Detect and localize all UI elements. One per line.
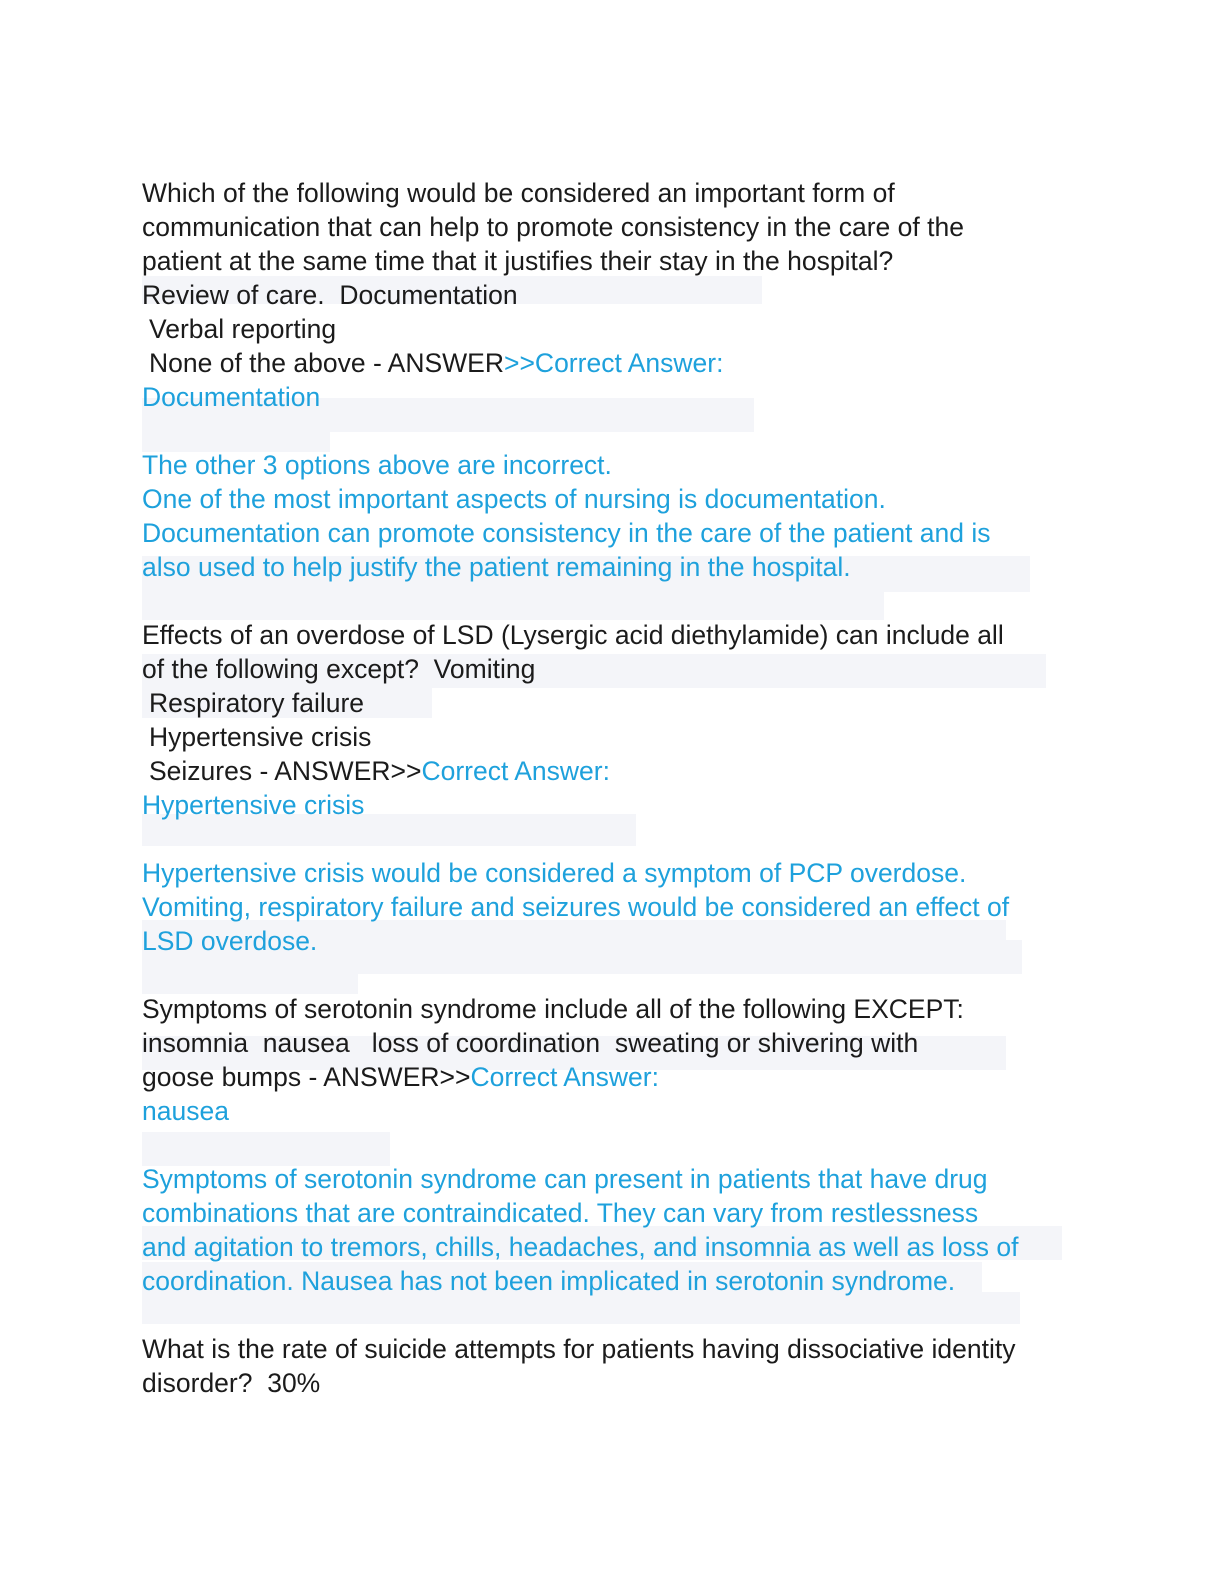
- answer-line: [142, 1060, 1082, 1094]
- answer-line: [142, 346, 1082, 380]
- question-stem-line: What is the rate of suicide attempts for patients having dissociative identity: [142, 1334, 1016, 1364]
- explanation-line: Symptoms of serotonin syndrome can present in patients that have drug: [142, 1164, 988, 1194]
- question-stem-line: Effects of an overdose of LSD (Lysergic acid diethylamide) can include all: [142, 620, 1004, 650]
- explanation-line: LSD overdose.: [142, 926, 318, 956]
- option-line: Review of care. Documentation: [142, 280, 518, 310]
- option-line: Hypertensive crisis: [149, 722, 372, 752]
- explanation-line: Vomiting, respiratory failure and seizures would be considered an effect of: [142, 892, 1010, 922]
- spacer: [142, 1298, 1082, 1332]
- explanation-line: Documentation can promote consistency in the care of the patient and is: [142, 518, 991, 548]
- explanation-line: The other 3 options above are incorrect.: [142, 450, 612, 480]
- question-3: [142, 992, 1082, 1332]
- explanation-line: Hypertensive crisis would be considered a symptom of PCP overdose.: [142, 858, 967, 888]
- explanation-line: and agitation to tremors, chills, headaches, and insomnia as well as loss of: [142, 1232, 1019, 1262]
- option-text: None of the above - ANSWER: [149, 348, 504, 378]
- question-stem-line: Which of the following would be considered an important form of: [142, 178, 895, 208]
- spacer: [142, 584, 1082, 618]
- option-text: Seizures - ANSWER>>: [149, 756, 422, 786]
- question-stem-line: Symptoms of serotonin syndrome include all of the following EXCEPT:: [142, 994, 964, 1024]
- option-line: Respiratory failure: [149, 688, 365, 718]
- correct-answer-marker: Correct Answer:: [470, 1062, 659, 1092]
- explanation-line: also used to help justify the patient remaining in the hospital.: [142, 552, 851, 582]
- spacer: [142, 822, 1082, 856]
- correct-answer: Documentation: [142, 382, 321, 412]
- spacer: [142, 414, 1082, 448]
- spacer: [142, 958, 1082, 992]
- question-stem-line: of the following except? Vomiting: [142, 654, 536, 684]
- correct-answer-marker: Correct Answer:: [421, 756, 610, 786]
- answer-line: [142, 754, 1082, 788]
- question-stem-line: patient at the same time that it justifies their stay in the hospital?: [142, 246, 894, 276]
- document-body: [142, 176, 1082, 1400]
- question-stem-line: disorder? 30%: [142, 1368, 321, 1398]
- correct-answer: nausea: [142, 1096, 229, 1126]
- option-line: Verbal reporting: [149, 314, 337, 344]
- explanation-line: One of the most important aspects of nursing is documentation.: [142, 484, 886, 514]
- explanation-line: coordination. Nausea has not been implicated in serotonin syndrome.: [142, 1266, 956, 1296]
- spacer: [142, 1128, 1082, 1162]
- correct-answer: Hypertensive crisis: [142, 790, 365, 820]
- question-2: [142, 618, 1082, 992]
- question-stem-line: communication that can help to promote consistency in the care of the: [142, 212, 964, 242]
- explanation-line: combinations that are contraindicated. They can vary from restlessness: [142, 1198, 979, 1228]
- question-stem-line: insomnia nausea loss of coordination sweating or shivering with: [142, 1028, 919, 1058]
- correct-answer-marker: >>Correct Answer:: [503, 348, 724, 378]
- question-1: [142, 176, 1082, 618]
- option-text: goose bumps - ANSWER>>: [142, 1062, 471, 1092]
- question-4: [142, 1332, 1082, 1400]
